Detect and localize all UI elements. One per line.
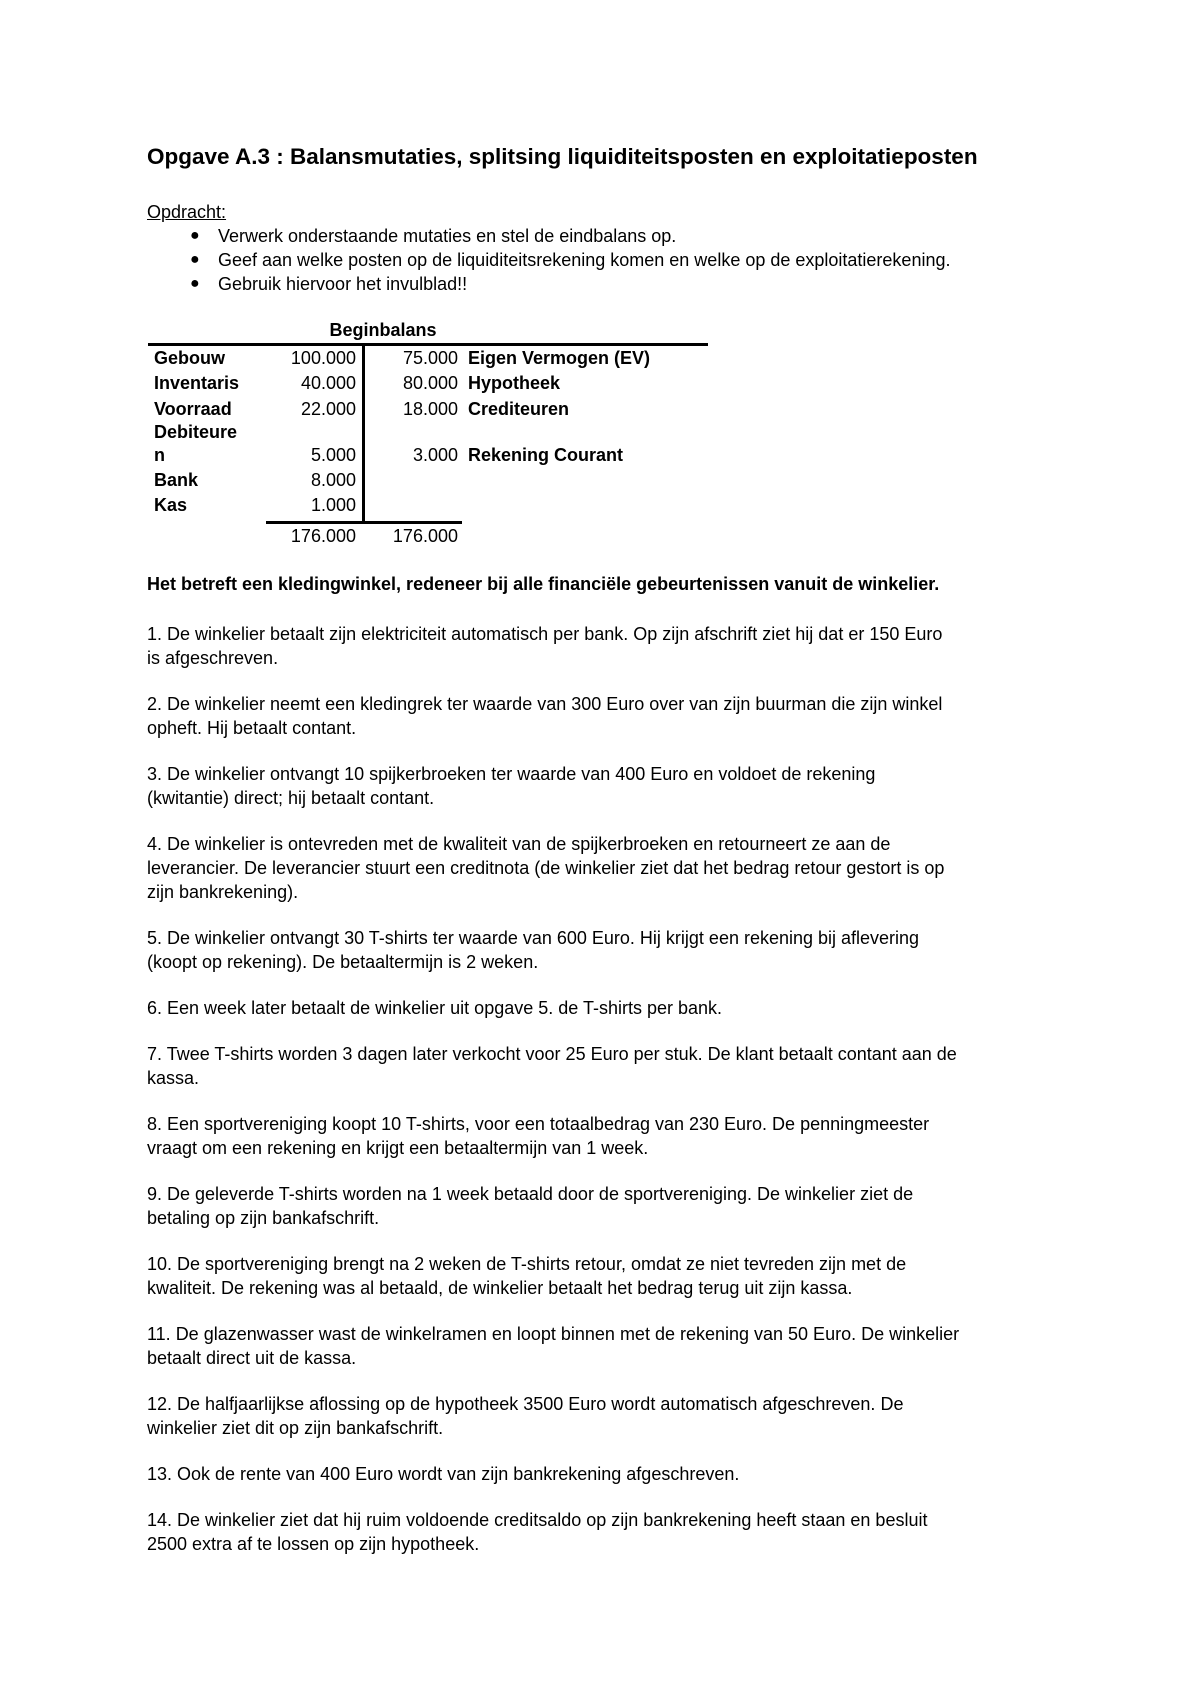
bullet-icon: ●	[190, 251, 200, 268]
mutation-line: 9. De geleverde T-shirts worden na 1 week betaald door de sportvereniging. De winkelier ziet de	[147, 1184, 914, 1204]
debit-label: Gebouw	[154, 348, 225, 368]
debit-label: n	[154, 445, 165, 465]
mutation-item	[147, 1252, 1077, 1300]
mutation-item	[147, 1392, 1077, 1440]
debit-label: Bank	[154, 470, 199, 490]
balance-total-rule	[266, 521, 462, 524]
debit-value: 5.000	[310, 445, 356, 465]
mutation-line: kassa.	[147, 1068, 200, 1088]
mutation-line: 1. De winkelier betaalt zijn elektriciteit automatisch per bank. Op zijn afschrift ziet hij dat er 150 Euro	[147, 624, 943, 644]
page-title: Opgave A.3 : Balansmutaties, splitsing liquiditeitsposten en exploitatieposten	[147, 144, 978, 169]
mutation-list	[147, 622, 1077, 1578]
mutation-line: 6. Een week later betaalt de winkelier uit opgave 5. de T-shirts per bank.	[147, 998, 722, 1018]
credit-total: 176.000	[392, 526, 458, 546]
mutation-line: zijn bankrekening).	[147, 882, 299, 902]
mutation-line: 12. De halfjaarlijkse aflossing op de hypotheek 3500 Euro wordt automatisch afgeschreven. De	[147, 1394, 904, 1414]
context-note: Het betreft een kledingwinkel, redeneer bij alle financiële gebeurtenissen vanuit de winkelier.	[147, 574, 940, 594]
credit-value: 3.000	[412, 445, 458, 465]
mutation-item	[147, 1112, 1077, 1160]
bullet-icon: ●	[190, 275, 200, 292]
debit-label: Voorraad	[154, 399, 232, 419]
assignment-label: Opdracht:	[147, 202, 227, 222]
debit-value: 40.000	[300, 373, 356, 393]
mutation-item	[147, 762, 1077, 810]
bullet-text: Geef aan welke posten op de liquiditeitsrekening komen en welke op de exploitatierekening.	[218, 250, 951, 270]
bullet-item	[190, 272, 950, 296]
mutation-line: 14. De winkelier ziet dat hij ruim voldoende creditsaldo op zijn bankrekening heeft staan en besluit	[147, 1510, 928, 1530]
mutation-line: 10. De sportvereniging brengt na 2 weken de T-shirts retour, omdat ze niet tevreden zijn met de	[147, 1254, 907, 1274]
mutation-line: vraagt om een rekening en krijgt een betaaltermijn van 1 week.	[147, 1138, 649, 1158]
mutation-item	[147, 926, 1077, 974]
mutation-item	[147, 1508, 1077, 1556]
mutation-line: 11. De glazenwasser wast de winkelramen en loopt binnen met de rekening van 50 Euro. De winkelier	[147, 1324, 960, 1344]
credit-value: 80.000	[402, 373, 458, 393]
mutation-line: 7. Twee T-shirts worden 3 dagen later verkocht voor 25 Euro per stuk. De klant betaalt contant aan de	[147, 1044, 957, 1064]
balance-row	[148, 470, 708, 494]
debit-value: 1.000	[310, 495, 356, 515]
credit-label: Rekening Courant	[468, 445, 624, 465]
credit-label: Hypotheek	[468, 373, 561, 393]
mutation-item	[147, 1462, 1077, 1486]
bullet-item	[190, 248, 950, 272]
debit-label: Debiteure	[154, 422, 238, 442]
mutation-item	[147, 1182, 1077, 1230]
mutation-item	[147, 1322, 1077, 1370]
debit-label: Inventaris	[154, 373, 240, 393]
balance-title: Beginbalans	[329, 320, 437, 340]
assignment-bullet-list	[190, 224, 950, 296]
bullet-text: Gebruik hiervoor het invulblad!!	[218, 274, 468, 294]
balance-row	[148, 445, 708, 469]
balance-top-rule	[148, 343, 708, 346]
mutation-line: is afgeschreven.	[147, 648, 279, 668]
mutation-line: 2. De winkelier neemt een kledingrek ter waarde van 300 Euro over van zijn buurman die zijn winkel	[147, 694, 943, 714]
balance-row	[148, 348, 708, 372]
opening-balance-sheet	[148, 320, 708, 552]
debit-value: 22.000	[300, 399, 356, 419]
mutation-line: 2500 extra af te lossen op zijn hypotheek.	[147, 1534, 480, 1554]
mutation-item	[147, 622, 1077, 670]
mutation-line: leverancier. De leverancier stuurt een creditnota (de winkelier ziet dat het bedrag retour gestort is op	[147, 858, 945, 878]
credit-value: 18.000	[402, 399, 458, 419]
mutation-line: 3. De winkelier ontvangt 10 spijkerbroeken ter waarde van 400 Euro en voldoet de rekening	[147, 764, 876, 784]
debit-total: 176.000	[290, 526, 356, 546]
mutation-line: 4. De winkelier is ontevreden met de kwaliteit van de spijkerbroeken en retourneert ze aan de	[147, 834, 891, 854]
balance-row	[148, 422, 708, 446]
balance-row	[148, 495, 708, 519]
debit-value: 8.000	[310, 470, 356, 490]
credit-value: 75.000	[402, 348, 458, 368]
mutation-line: betaling op zijn bankafschrift.	[147, 1208, 380, 1228]
credit-label: Crediteuren	[468, 399, 570, 419]
balance-row	[148, 373, 708, 397]
mutation-line: 13. Ook de rente van 400 Euro wordt van zijn bankrekening afgeschreven.	[147, 1464, 740, 1484]
mutation-item	[147, 996, 1077, 1020]
mutation-item	[147, 1042, 1077, 1090]
mutation-line: winkelier ziet dit op zijn bankafschrift.	[147, 1418, 444, 1438]
mutation-line: opheft. Hij betaalt contant.	[147, 718, 357, 738]
bullet-text: Verwerk onderstaande mutaties en stel de eindbalans op.	[218, 226, 677, 246]
credit-label: Eigen Vermogen (EV)	[468, 348, 651, 368]
mutation-item	[147, 692, 1077, 740]
bullet-icon: ●	[190, 227, 200, 244]
balance-row	[148, 399, 708, 423]
mutation-line: kwaliteit. De rekening was al betaald, de winkelier betaalt het bedrag terug uit zijn kassa.	[147, 1278, 853, 1298]
mutation-line: (koopt op rekening). De betaaltermijn is 2 weken.	[147, 952, 539, 972]
mutation-line: 8. Een sportvereniging koopt 10 T-shirts, voor een totaalbedrag van 230 Euro. De penningmeester	[147, 1114, 930, 1134]
mutation-line: betaalt direct uit de kassa.	[147, 1348, 357, 1368]
debit-value: 100.000	[290, 348, 356, 368]
debit-label: Kas	[154, 495, 188, 515]
mutation-line: (kwitantie) direct; hij betaalt contant.	[147, 788, 435, 808]
bullet-item	[190, 224, 950, 248]
mutation-item	[147, 832, 1077, 904]
mutation-line: 5. De winkelier ontvangt 30 T-shirts ter waarde van 600 Euro. Hij krijgt een rekening bij aflevering	[147, 928, 920, 948]
